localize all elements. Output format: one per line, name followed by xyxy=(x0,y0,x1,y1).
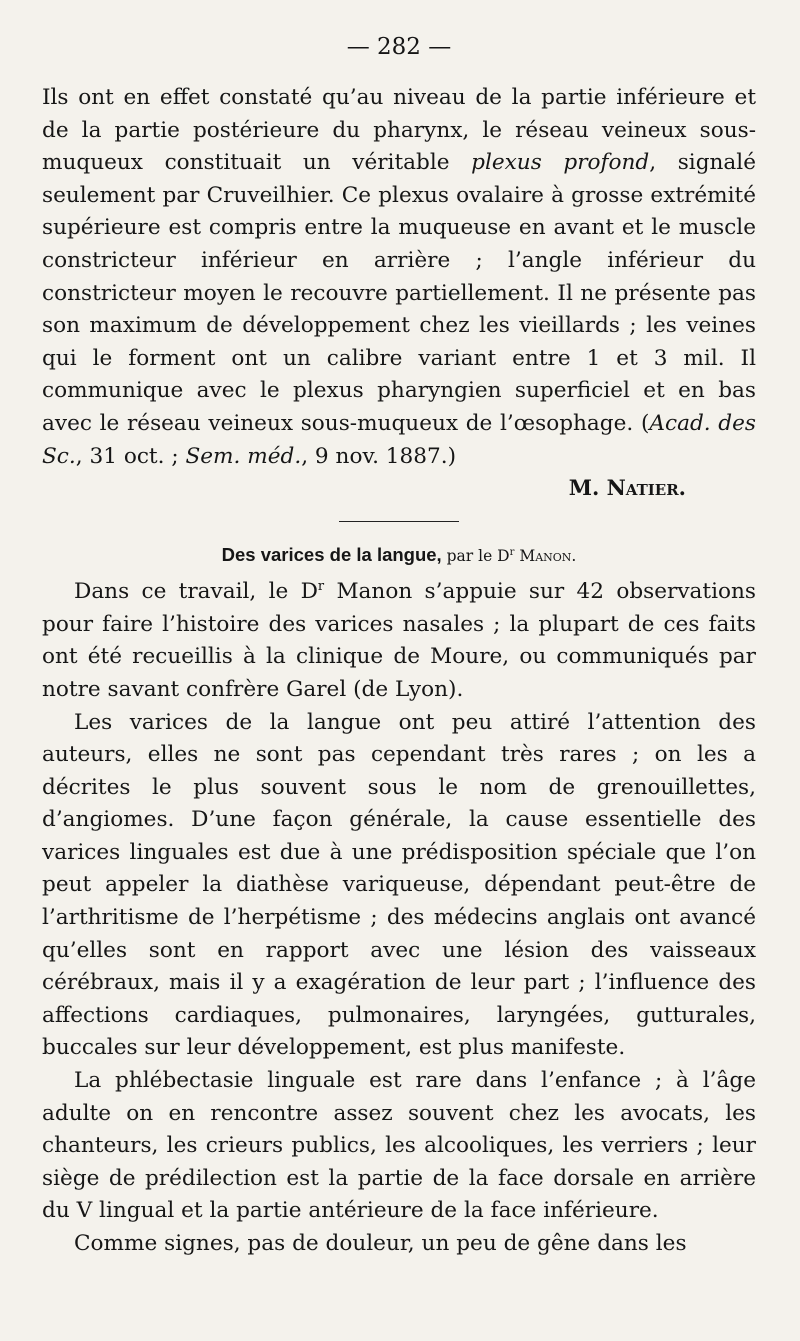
section-divider xyxy=(339,521,459,522)
paragraph-plexus xyxy=(42,82,756,473)
paragraph-intro-text-2: Manon s’appuie sur 42 observations pour faire l’histoire des varices nasales ; la plupart de ces faits ont été recueillis à la clinique de Moure, ou communiqués par notre savant confrère Garel (de Lyon). xyxy=(42,579,756,702)
emphasis-plexus-profond: plexus profond xyxy=(471,150,650,176)
paragraph-signs: Comme signes, pas de douleur, un peu de gêne dans les xyxy=(74,1231,687,1256)
citation-journal-acad: Acad. des Sc. xyxy=(42,410,756,469)
paragraph-intro-text-1: Dans ce travail, le D xyxy=(74,579,318,605)
citation-journal-sem: Sem. méd. xyxy=(185,443,302,469)
paragraph-intro xyxy=(42,576,756,706)
paragraph-causes: Les varices de la langue ont peu attiré l’attention des auteurs, elles ne sont pas cependant très rares ; on les a décrites le plus souvent sous le nom de grenouillettes, d’angiomes. D’une façon générale, la cause essentielle des varices linguales est due à une prédisposition spéciale que l’on peut appeler la diathèse variqueuse, dépendant peut-être de l’arthritisme de l’herpétisme ; des médecins anglais ont avancé qu’elles sont en rapport avec une lésion des vaisseaux cérébraux, mais il y a exagération de leur part ; l’influence des affections cardiaques, pulmonaires, laryngées, gutturales, buccales sur leur développement, est plus manifeste. xyxy=(42,709,756,1061)
article-body xyxy=(42,576,756,1260)
section-title: Des varices de la langue, xyxy=(221,544,442,566)
section-author: Manon. xyxy=(514,547,577,566)
paragraph-plexus-text-1: Ils ont en effet constaté qu’au niveau de la partie inférieure et de la partie postérieure du pharynx, le réseau veineux sous-muqueux constituait un véritable xyxy=(42,85,756,176)
citation-date-2: , 9 nov. 1887.) xyxy=(301,443,457,469)
paragraph-frequency: La phlébectasie linguale est rare dans l’enfance ; à l’âge adulte on en rencontre assez souvent chez les avocats, les chanteurs, les crieurs publics, les alcooliques, les verriers ; leur siège de prédilection est la partie de la face dorsale en arrière du V lingual et la partie antérieure de la face inférieure. xyxy=(42,1068,756,1224)
citation-open: ( xyxy=(640,410,650,436)
section-heading xyxy=(42,544,756,566)
section-byline-sup: r xyxy=(509,546,515,558)
paragraph-intro-sup: r xyxy=(317,578,325,594)
page-number: — 282 — xyxy=(346,34,452,60)
section-byline xyxy=(442,547,577,565)
paragraph-plexus-text-2: , signalé seulement par Cruveilhier. Ce plexus ovalaire à grosse extrémité supérieure est compris entre la muqueuse en avant et le muscle constricteur inférieur en arrière ; l’angle inférieur du constricteur moyen le recouvre partiellement. Il ne présente pas son maximum de développement chez les vieillards ; les veines qui le forment ont un calibre variant entre 1 et 3 mil. Il communique avec le plexus pharyngien superficiel et en bas avec le réseau veineux sous-muqueux de l’œsophage. xyxy=(42,150,756,436)
section-byline-prefix: par le D xyxy=(441,547,510,566)
author-signature: M. Natier. xyxy=(568,475,686,501)
citation-date-1: , 31 oct. ; xyxy=(75,443,186,469)
